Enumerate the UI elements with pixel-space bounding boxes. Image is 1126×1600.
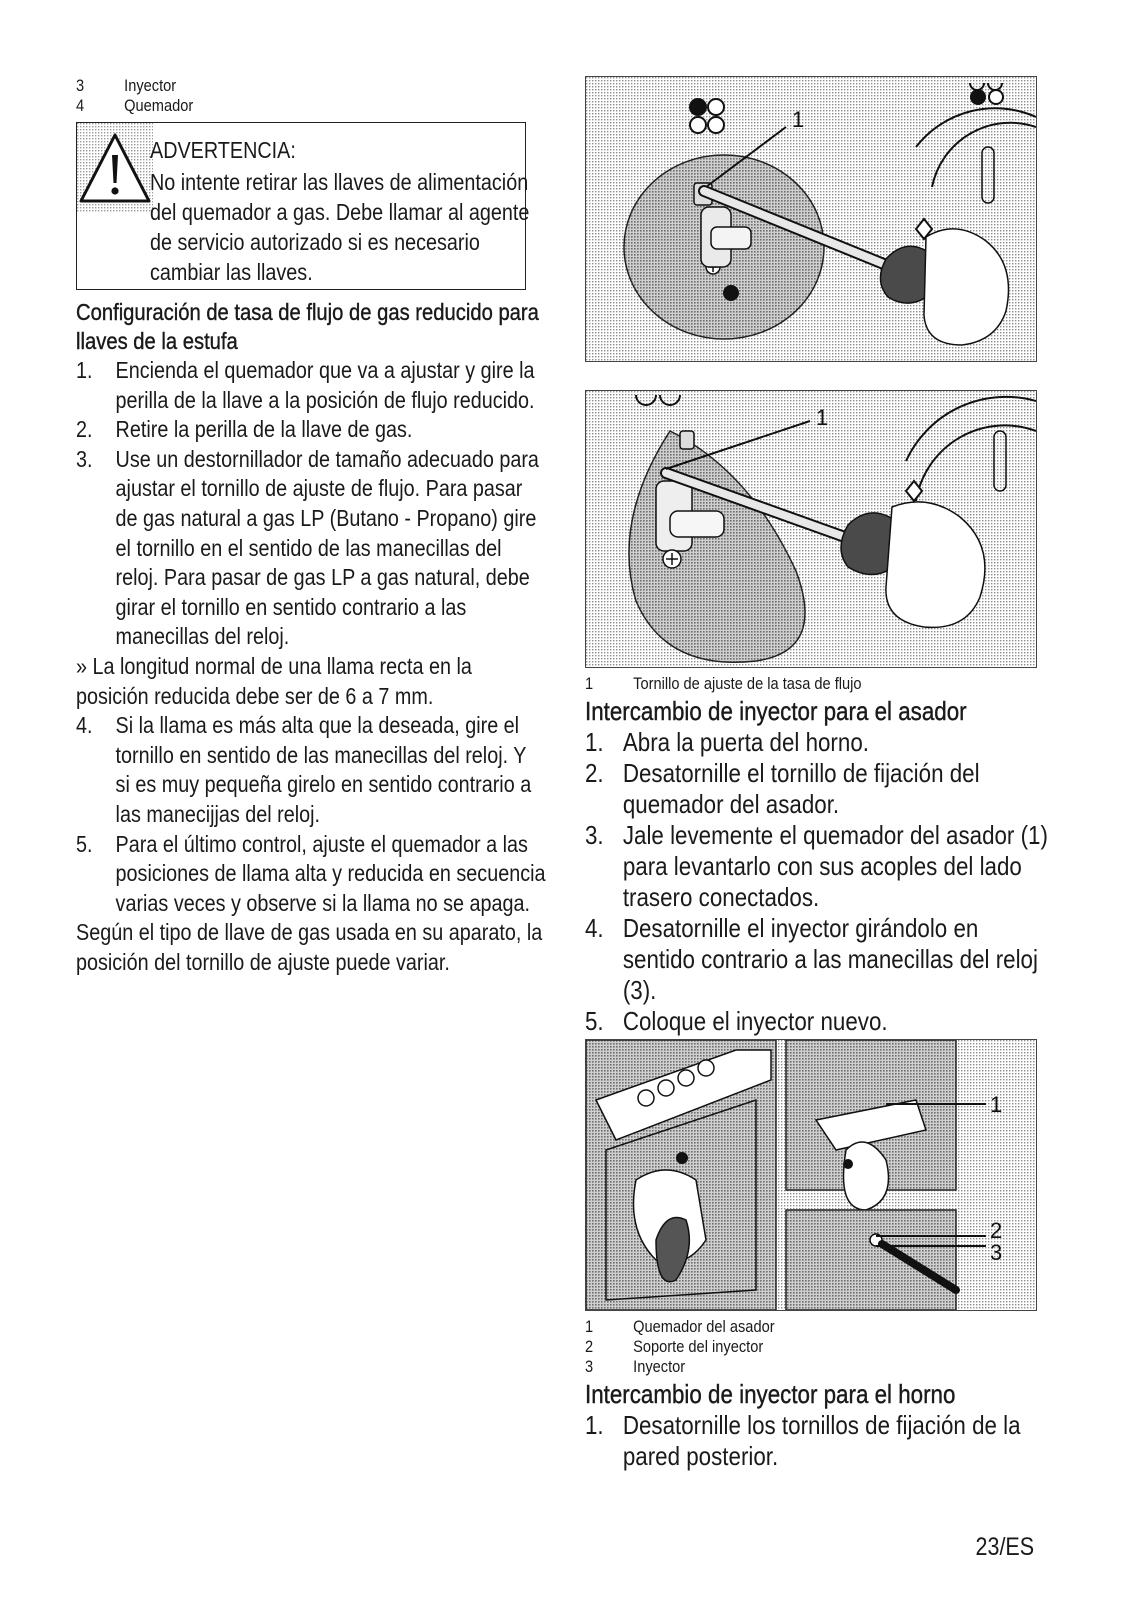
part-legend-item bbox=[76, 76, 480, 96]
callout-label: 2 bbox=[990, 1218, 1003, 1243]
legend-label: Quemador bbox=[124, 96, 194, 115]
list-item: 1. Desatornille los tornillos de fijación de la pared posterior. bbox=[585, 1410, 1021, 1471]
left-column bbox=[76, 76, 546, 977]
callout-label: 1 bbox=[990, 1092, 1003, 1117]
right-column bbox=[585, 76, 1055, 1472]
legend-number: 4 bbox=[76, 96, 85, 115]
legend-label: Inyector bbox=[124, 76, 177, 95]
figure-caption: 3 Inyector bbox=[585, 1357, 686, 1376]
figure-flow-screw-side bbox=[585, 390, 1037, 668]
list-item: 1. Encienda el quemador que va a ajustar y gire la perilla de la llave a la posición de flujo reducido. bbox=[76, 357, 535, 413]
steps-list bbox=[76, 356, 546, 652]
steps-list bbox=[585, 1410, 1055, 1472]
steps-list bbox=[76, 711, 546, 918]
warning-title: ADVERTENCIA: bbox=[150, 137, 296, 163]
list-item: 3. Use un destornillador de tamaño adecuado para ajustar el tornillo de ajuste de flujo. Para pasar de gas natural a gas LP (Butano - Propano) gire el tornillo en el sentido de las manecillas del reloj. Para pasar de gas LP a gas natural, debe girar el tornillo en sentido contrario a las manecillas del reloj. bbox=[76, 445, 539, 650]
section-heading-grill-injector: Intercambio de inyector para el asador bbox=[585, 696, 967, 726]
list-item: 2. Desatornille el tornillo de fijación del quemador del asador. bbox=[585, 758, 980, 819]
list-item: 4. Si la llama es más alta que la deseada, gire el tornillo en sentido de las manecillas del reloj. Y si es muy pequeña girelo en sentido contrario a las manecijjas del reloj. bbox=[76, 712, 532, 827]
figure-grill-burner bbox=[585, 1039, 1037, 1311]
figure-caption: 2 Soporte del inyector bbox=[585, 1337, 764, 1356]
section-heading-reduced-flow: Configuración de tasa de flujo de gas reducido para llaves de la estufa bbox=[76, 299, 539, 354]
valve-adjustment-side-illustration bbox=[586, 391, 1036, 667]
list-item: 4. Desatornille el inyector girándolo en sentido contrario a las manecillas del reloj (3). bbox=[585, 913, 1038, 1005]
list-item: 5. Coloque el inyector nuevo. bbox=[585, 1006, 888, 1036]
callout-label: 1 bbox=[816, 405, 829, 430]
steps-list bbox=[585, 727, 1055, 1037]
list-item: 5. Para el último control, ajuste el quemador a las posiciones de llama alta y reducida en secuencia varias veces y observe si la llama no se apaga. bbox=[76, 830, 546, 916]
part-legend-item bbox=[76, 96, 480, 116]
valve-adjustment-illustration bbox=[586, 77, 1036, 361]
legend-number: 3 bbox=[76, 76, 85, 95]
section-heading-oven-injector: Intercambio de inyector para el horno bbox=[585, 1379, 956, 1409]
list-item: 2. Retire la perilla de la llave de gas. bbox=[76, 416, 413, 443]
page-number: 23/ES bbox=[975, 1533, 1034, 1561]
figure-caption: 1 Quemador del asador bbox=[585, 1317, 775, 1336]
warning-box bbox=[76, 122, 530, 290]
closing-paragraph: Según el tipo de llave de gas usada en su aparato, la posición del tornillo de ajuste puede variar. bbox=[76, 919, 543, 975]
figure-flow-screw-top bbox=[585, 76, 1037, 362]
warning-icon bbox=[77, 123, 153, 213]
figure-caption: 1 Tornillo de ajuste de la tasa de flujo bbox=[585, 674, 862, 693]
warning-text: No intente retirar las llaves de alimentación del quemador a gas. Debe llamar al agente de servicio autorizado si es necesario cambiar las llaves. bbox=[150, 169, 530, 285]
grill-burner-illustration bbox=[586, 1040, 1036, 1310]
callout-label: 3 bbox=[990, 1240, 1003, 1265]
list-item: 3. Jale levemente el quemador del asador (1) para levantarlo con sus acoples del lado trasero conectados. bbox=[585, 820, 1048, 912]
note-paragraph: » La longitud normal de una llama recta en la posición reducida debe ser de 6 a 7 mm. bbox=[76, 652, 472, 709]
callout-label: 1 bbox=[792, 107, 805, 132]
list-item: 1. Abra la puerta del horno. bbox=[585, 727, 869, 757]
